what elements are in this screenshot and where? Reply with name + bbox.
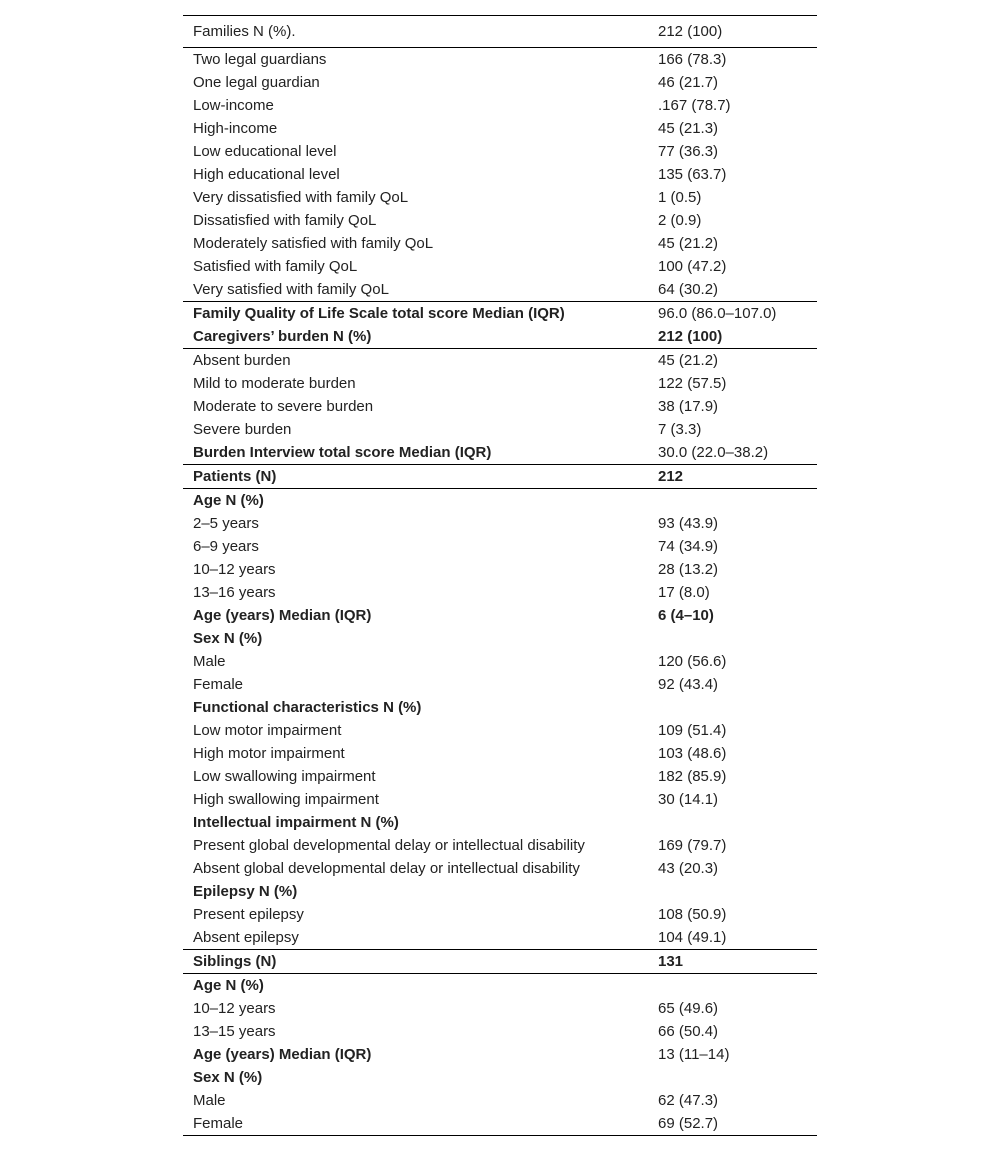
table-row xyxy=(183,673,817,696)
row-value: 103 (48.6) xyxy=(658,745,727,762)
table-row xyxy=(183,140,817,163)
row-value: 7 (3.3) xyxy=(658,421,702,438)
row-value: 100 (47.2) xyxy=(658,258,727,275)
table-row xyxy=(183,395,817,418)
row-label: Absent epilepsy xyxy=(193,929,299,946)
row-label: High motor impairment xyxy=(193,745,345,762)
row-label: One legal guardian xyxy=(193,74,320,91)
row-value: 30 (14.1) xyxy=(658,791,719,808)
table-row xyxy=(183,604,817,627)
row-value: 2 (0.9) xyxy=(658,212,702,229)
row-label: Siblings (N) xyxy=(183,950,648,974)
row-label: Sex N (%) xyxy=(193,1069,263,1086)
row-value: 92 (43.4) xyxy=(658,676,719,693)
table-row xyxy=(183,372,817,395)
row-label: Low-income xyxy=(193,97,274,114)
row-label: Patients (N) xyxy=(183,465,648,489)
table-row xyxy=(183,696,817,719)
row-value: 120 (56.6) xyxy=(658,653,727,670)
row-label: Low educational level xyxy=(193,143,337,160)
row-value xyxy=(648,880,817,903)
row-label: Moderately satisfied with family QoL xyxy=(193,235,434,252)
table-row xyxy=(183,1066,817,1089)
table-row xyxy=(183,765,817,788)
row-label: Very dissatisfied with family QoL xyxy=(193,189,409,206)
data-table-container xyxy=(183,15,817,1136)
table-row xyxy=(183,558,817,581)
row-value: 169 (79.7) xyxy=(658,837,727,854)
row-label: Age N (%) xyxy=(183,489,648,513)
table-row xyxy=(183,209,817,232)
row-label: Low motor impairment xyxy=(193,722,342,739)
row-label: Satisfied with family QoL xyxy=(193,258,358,275)
row-value: 77 (36.3) xyxy=(658,143,719,160)
row-value: 30.0 (22.0–38.2) xyxy=(658,444,769,461)
table-row xyxy=(183,1020,817,1043)
table-row xyxy=(183,418,817,441)
table-row xyxy=(183,1043,817,1066)
row-label: Caregivers’ burden N (%) xyxy=(193,328,372,345)
table-row xyxy=(183,232,817,255)
table-row xyxy=(183,581,817,604)
row-value xyxy=(648,811,817,834)
row-value: 6 (4–10) xyxy=(658,607,714,624)
table-body xyxy=(183,16,817,1136)
table-row xyxy=(183,627,817,650)
row-value: 43 (20.3) xyxy=(658,860,719,877)
row-label: Intellectual impairment N (%) xyxy=(193,814,399,831)
table-row xyxy=(183,719,817,742)
table-row xyxy=(183,742,817,765)
row-label: 10–12 years xyxy=(193,561,276,578)
row-value: 108 (50.9) xyxy=(658,906,727,923)
row-label: Male xyxy=(193,653,226,670)
row-label: Present global developmental delay or intellectual disability xyxy=(193,837,585,854)
table-row xyxy=(183,117,817,140)
table-row xyxy=(183,903,817,926)
row-label: Low swallowing impairment xyxy=(193,768,376,785)
row-value: 62 (47.3) xyxy=(658,1092,719,1109)
table-row xyxy=(183,811,817,834)
row-label: Very satisfied with family QoL xyxy=(193,281,389,298)
row-value: 131 xyxy=(648,950,817,974)
row-value xyxy=(648,1066,817,1089)
table-row xyxy=(183,512,817,535)
table-row xyxy=(183,302,817,326)
row-label: Male xyxy=(193,1092,226,1109)
row-label: Mild to moderate burden xyxy=(193,375,356,392)
row-value: 13 (11–14) xyxy=(658,1046,730,1063)
table-row xyxy=(183,325,817,349)
row-label: Moderate to severe burden xyxy=(193,398,374,415)
table-row xyxy=(183,349,817,373)
row-value: 74 (34.9) xyxy=(658,538,719,555)
table-row xyxy=(183,16,817,48)
row-value: 96.0 (86.0–107.0) xyxy=(648,302,817,326)
row-value xyxy=(648,974,817,998)
row-label: Absent burden xyxy=(183,349,648,373)
row-label: Present epilepsy xyxy=(193,906,304,923)
row-label: Family Quality of Life Scale total score Median (IQR) xyxy=(183,302,648,326)
row-label: Age N (%) xyxy=(183,974,648,998)
table-row xyxy=(183,278,817,302)
row-label: Female xyxy=(193,676,244,693)
row-label: Age (years) Median (IQR) xyxy=(193,1046,372,1063)
table-row xyxy=(183,186,817,209)
row-value: 28 (13.2) xyxy=(658,561,719,578)
row-label: High swallowing impairment xyxy=(193,791,379,808)
table-row xyxy=(183,1089,817,1112)
table-row xyxy=(183,857,817,880)
row-value: 65 (49.6) xyxy=(658,1000,719,1017)
row-label: High-income xyxy=(193,120,278,137)
table-row xyxy=(183,997,817,1020)
table-row xyxy=(183,441,817,465)
table-row xyxy=(183,489,817,513)
row-label: 13–16 years xyxy=(193,584,276,601)
row-label: Epilepsy N (%) xyxy=(193,883,298,900)
row-label: Dissatisfied with family QoL xyxy=(193,212,377,229)
row-value: 93 (43.9) xyxy=(658,515,719,532)
table-row xyxy=(183,834,817,857)
row-value: 17 (8.0) xyxy=(658,584,710,601)
row-value: 45 (21.2) xyxy=(658,235,719,252)
table-row xyxy=(183,94,817,117)
table-row xyxy=(183,255,817,278)
row-value xyxy=(648,627,817,650)
row-label: High educational level xyxy=(193,166,340,183)
table-row xyxy=(183,535,817,558)
table-row xyxy=(183,71,817,94)
table-row xyxy=(183,880,817,903)
table-row xyxy=(183,465,817,489)
row-value: 166 (78.3) xyxy=(648,48,817,72)
table-row xyxy=(183,163,817,186)
row-value: 45 (21.2) xyxy=(648,349,817,373)
row-label: Absent global developmental delay or intellectual disability xyxy=(193,860,580,877)
row-value: 66 (50.4) xyxy=(658,1023,719,1040)
row-value: 122 (57.5) xyxy=(658,375,727,392)
table-row xyxy=(183,788,817,811)
table-row xyxy=(183,926,817,950)
row-value: 64 (30.2) xyxy=(658,281,719,298)
row-label: 10–12 years xyxy=(193,1000,276,1017)
table-row xyxy=(183,950,817,974)
row-label: 2–5 years xyxy=(193,515,259,532)
row-value: 69 (52.7) xyxy=(648,1112,817,1136)
row-label: Functional characteristics N (%) xyxy=(193,699,422,716)
row-value: 38 (17.9) xyxy=(658,398,719,415)
row-value: 104 (49.1) xyxy=(658,929,727,946)
table-row xyxy=(183,974,817,998)
row-value: .167 (78.7) xyxy=(658,97,731,114)
row-value: 46 (21.7) xyxy=(658,74,719,91)
row-value: 212 xyxy=(648,465,817,489)
characteristics-table xyxy=(183,15,817,1136)
row-value: 212 (100) xyxy=(658,328,723,345)
table-row xyxy=(183,48,817,72)
row-value: 1 (0.5) xyxy=(658,189,702,206)
row-label: Two legal guardians xyxy=(183,48,648,72)
row-label: Sex N (%) xyxy=(193,630,263,647)
row-label: Burden Interview total score Median (IQR) xyxy=(193,444,492,461)
row-label: 13–15 years xyxy=(193,1023,276,1040)
row-label: 6–9 years xyxy=(193,538,259,555)
row-label: Severe burden xyxy=(193,421,292,438)
row-value: 45 (21.3) xyxy=(658,120,719,137)
row-value xyxy=(648,696,817,719)
row-value xyxy=(648,489,817,513)
row-label: Age (years) Median (IQR) xyxy=(193,607,372,624)
row-label: Families N (%). xyxy=(183,16,648,48)
row-value: 182 (85.9) xyxy=(658,768,727,785)
table-row xyxy=(183,650,817,673)
row-value: 109 (51.4) xyxy=(658,722,727,739)
row-value: 135 (63.7) xyxy=(658,166,727,183)
row-label: Female xyxy=(183,1112,648,1136)
table-row xyxy=(183,1112,817,1136)
row-value: 212 (100) xyxy=(648,16,817,48)
